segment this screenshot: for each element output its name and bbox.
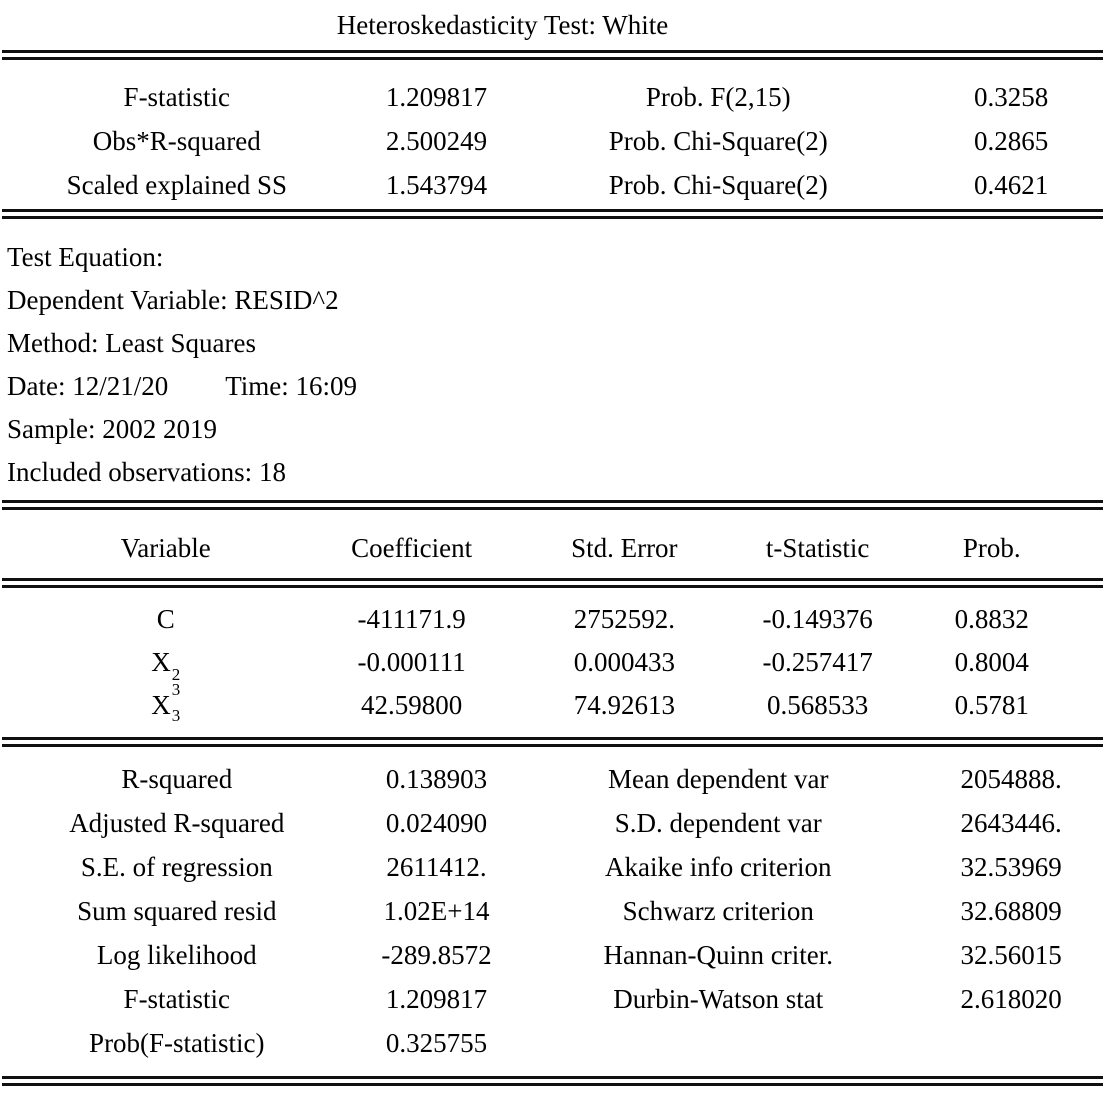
- stat-label: Prob(F-statistic): [89, 1028, 265, 1058]
- prob-value: 0.5781: [954, 690, 1029, 720]
- variable-base: X: [151, 647, 171, 677]
- variable-name: [0, 680, 332, 727]
- stat-label: S.E. of regression: [80, 852, 273, 882]
- variable-subscript: 3: [171, 706, 181, 725]
- stat-value: 2.618020: [960, 984, 1062, 1014]
- prob-label: Prob. Chi-Square(2): [608, 126, 828, 156]
- stat-label: Log likelihood: [96, 940, 257, 970]
- prob-value: 0.4621: [973, 170, 1049, 200]
- stat-value: 2643446.: [960, 808, 1062, 838]
- prob-value: 0.8832: [954, 604, 1029, 634]
- stat-label: Schwarz criterion: [622, 896, 814, 926]
- test-title-row: [0, 0, 1005, 50]
- table-row: [0, 680, 1105, 727]
- coefficients-header-section: [0, 510, 1105, 578]
- variable-base: X: [151, 690, 171, 720]
- col-header-prob: Prob.: [962, 533, 1021, 563]
- table-row: [0, 1021, 1105, 1065]
- coefficient-value: -411171.9: [357, 604, 466, 634]
- stat-label: Durbin-Watson stat: [613, 984, 824, 1014]
- col-header-std-error: Std. Error: [571, 533, 678, 563]
- variable-base: C: [156, 604, 175, 634]
- table-row: [0, 163, 1105, 207]
- sample-line: Sample: 2002 2019: [7, 414, 217, 444]
- stat-value: 2054888.: [960, 764, 1062, 794]
- equation-info-section: [0, 219, 1105, 500]
- stat-label: Akaike info criterion: [605, 852, 832, 882]
- divider-after-summary: [2, 209, 1103, 219]
- variable-subscript: 3: [171, 680, 181, 699]
- t-statistic-value: -0.149376: [762, 604, 873, 634]
- stat-label: S.D. dependent var: [614, 808, 822, 838]
- stat-value: 1.543794: [385, 170, 488, 200]
- stat-value: 0.138903: [385, 764, 488, 794]
- table-row: [0, 75, 1105, 119]
- stat-value: 0.325755: [385, 1028, 488, 1058]
- date-time-line: [7, 365, 1105, 408]
- stat-value: 32.56015: [960, 940, 1062, 970]
- stat-label: Scaled explained SS: [66, 170, 288, 200]
- divider-under-header: [2, 578, 1103, 588]
- included-observations-line: Included observations: 18: [7, 457, 286, 487]
- table-row: [0, 598, 1105, 641]
- test-equation-line: Test Equation:: [7, 242, 164, 272]
- stat-value: 32.68809: [960, 896, 1062, 926]
- stat-value: -289.8572: [381, 940, 492, 970]
- table-row: [0, 933, 1105, 977]
- prob-label: Prob. Chi-Square(2): [608, 170, 828, 200]
- divider-before-coefficients: [2, 500, 1103, 510]
- variable-name: [0, 598, 332, 641]
- variable-name: [0, 641, 332, 699]
- coefficients-body-section: [0, 588, 1105, 737]
- col-header-t-statistic: t-Statistic: [765, 533, 870, 563]
- table-row: [0, 801, 1105, 845]
- stat-label: Sum squared resid: [77, 896, 277, 926]
- coefficient-value: 42.59800: [360, 690, 463, 720]
- test-summary-section: [0, 60, 1105, 209]
- table-row: [0, 119, 1105, 163]
- stat-label: F-statistic: [123, 82, 231, 112]
- table-row: [0, 641, 1105, 699]
- t-statistic-value: 0.568533: [767, 690, 869, 720]
- table-row: [0, 889, 1105, 933]
- std-error-value: 0.000433: [573, 647, 675, 677]
- prob-value: 0.2865: [973, 126, 1049, 156]
- stat-value: 0.024090: [385, 808, 488, 838]
- table-row: [0, 845, 1105, 889]
- stat-label: Mean dependent var: [608, 764, 829, 794]
- std-error-value: 2752592.: [573, 604, 675, 634]
- stat-label: Obs*R-squared: [92, 126, 261, 156]
- stat-label: R-squared: [121, 764, 233, 794]
- stat-value: 2611412.: [386, 852, 487, 882]
- stat-value: 32.53969: [960, 852, 1062, 882]
- test-title: Heteroskedasticity Test: White: [336, 9, 669, 40]
- col-header-coefficient: Coefficient: [351, 533, 473, 563]
- dependent-variable-line: Dependent Variable: RESID^2: [7, 285, 339, 315]
- stat-value: 1.02E+14: [383, 896, 490, 926]
- stat-label: F-statistic: [123, 984, 231, 1014]
- stat-label: [519, 1021, 917, 1065]
- stat-label: Adjusted R-squared: [69, 808, 285, 838]
- coefficient-value: -0.000111: [357, 647, 466, 677]
- stat-value: 1.209817: [385, 984, 488, 1014]
- divider-bottom: [2, 1076, 1103, 1086]
- time-text: Time: 16:09: [225, 371, 358, 401]
- t-statistic-value: -0.257417: [762, 647, 873, 677]
- method-line: Method: Least Squares: [7, 328, 256, 358]
- table-row: [0, 757, 1105, 801]
- stat-value: [917, 1021, 1105, 1065]
- variable-superscript: 2: [171, 665, 181, 684]
- prob-value: 0.3258: [973, 82, 1049, 112]
- date-text: Date: 12/21/20: [7, 371, 169, 401]
- col-header-variable: Variable: [120, 533, 211, 563]
- divider-before-statistics: [2, 737, 1103, 747]
- stat-value: 2.500249: [385, 126, 488, 156]
- stat-label: Hannan-Quinn criter.: [603, 940, 833, 970]
- divider-top: [2, 50, 1103, 60]
- regression-statistics-section: [0, 747, 1105, 1076]
- prob-value: 0.8004: [954, 647, 1029, 677]
- table-row: [0, 977, 1105, 1021]
- table-header-row: [0, 526, 1105, 570]
- prob-label: Prob. F(2,15): [645, 82, 791, 112]
- std-error-value: 74.92613: [573, 690, 675, 720]
- stat-value: 1.209817: [385, 82, 488, 112]
